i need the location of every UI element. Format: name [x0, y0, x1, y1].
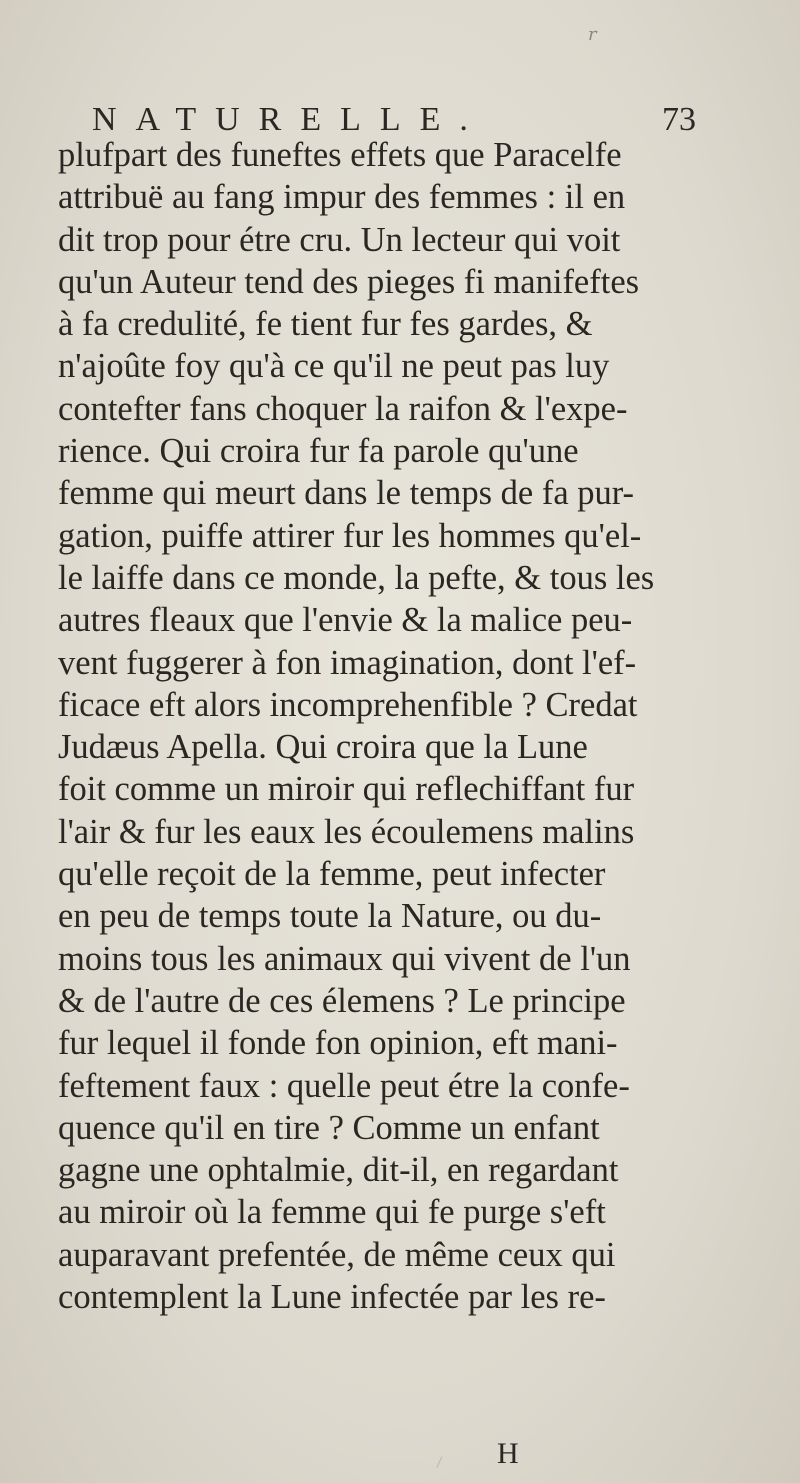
- text-line: femme qui meurt dans le temps de fa pur-: [58, 474, 635, 513]
- text-line: gagne une ophtalmie, dit-il, en regardant: [58, 1151, 619, 1190]
- paper-mark: [436, 1457, 458, 1476]
- text-line: qu'elle reçoit de la femme, peut infecter: [58, 855, 606, 894]
- text-line: autres fleaux que l'envie & la malice peu-: [58, 601, 633, 640]
- text-line: foit comme un miroir qui reflechiffant fur: [58, 770, 635, 809]
- text-line: au miroir où la femme qui fe purge s'eft: [58, 1193, 606, 1232]
- body-text: [58, 134, 778, 1318]
- text-line: vent fuggerer à fon imagination, dont l'ef-: [58, 643, 637, 682]
- text-line: auparavant prefentée, de même ceux qui: [58, 1235, 616, 1274]
- text-line: contemplent la Lune infectée par les re-: [58, 1278, 606, 1317]
- page-number: 73: [662, 101, 696, 138]
- text-line: à fa credulité, fe tient fur fes gardes, &: [58, 305, 593, 344]
- corner-mark: r: [588, 24, 597, 45]
- text-line: l'air & fur les eaux les écoulemens malins: [58, 812, 635, 851]
- running-head-title: NATURELLE.: [92, 101, 487, 138]
- text-line: attribuë au fang impur des femmes : il en: [58, 178, 626, 217]
- text-line: dit trop pour étre cru. Un lecteur qui voit: [58, 220, 621, 259]
- catchword: H: [497, 1437, 519, 1470]
- text-line: plufpart des funeftes effets que Paracelfe: [58, 136, 622, 174]
- text-line: n'ajoûte foy qu'à ce qu'il ne peut pas luy: [58, 347, 610, 386]
- text-line: gation, puiffe attirer fur les hommes qu'el-: [58, 516, 642, 555]
- text-line: contefter fans choquer la raifon & l'expe-: [58, 389, 628, 428]
- text-line: quence qu'il en tire ? Comme un enfant: [58, 1108, 600, 1147]
- text-line: fur lequel il fonde fon opinion, eft mani-: [58, 1024, 618, 1063]
- text-line: moins tous les animaux qui vivent de l'un: [58, 939, 631, 978]
- text-line: rience. Qui croira fur fa parole qu'une: [58, 432, 579, 471]
- text-line: ficace eft alors incomprehenfible ? Credat: [58, 685, 638, 724]
- text-line: Judæus Apella. Qui croira que la Lune: [58, 728, 588, 767]
- text-line: feftement faux : quelle peut étre la confe-: [58, 1066, 630, 1105]
- text-line: le laiffe dans ce monde, la pefte, & tous les: [58, 558, 655, 597]
- text-line: & de l'autre de ces élemens ? Le principe: [58, 981, 626, 1020]
- text-line: qu'un Auteur tend des pieges fi manifeftes: [58, 262, 640, 301]
- text-line: en peu de temps toute la Nature, ou du-: [58, 897, 602, 936]
